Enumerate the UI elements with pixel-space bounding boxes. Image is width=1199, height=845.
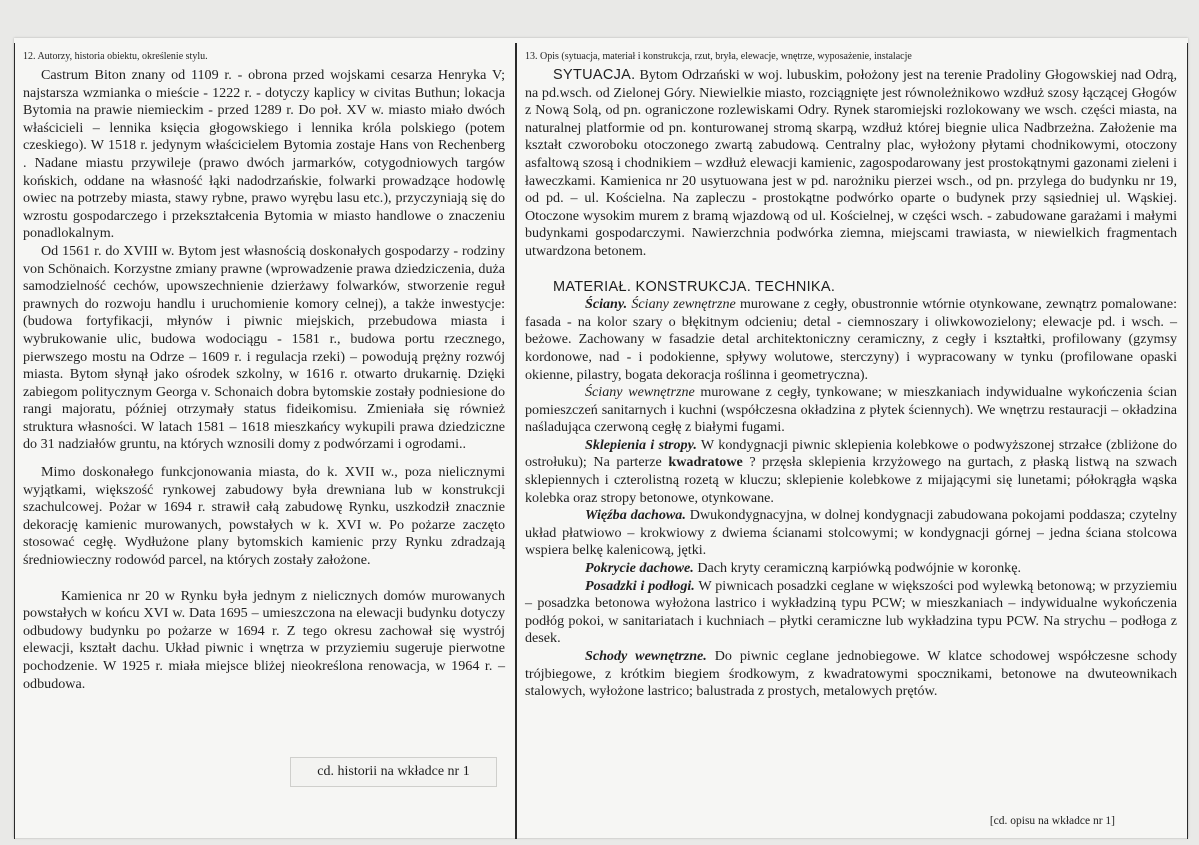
history-header: 12. Autorzy, historia obiektu, określenie stylu.: [23, 51, 208, 62]
material-heading-line: [525, 279, 1177, 297]
walls-int-label: Ściany wewnętrzne: [585, 384, 695, 401]
walls-paragraph: [525, 296, 1177, 384]
material-heading: MATERIAŁ. KONSTRUKCJA. TECHNIKA.: [553, 278, 836, 295]
vaults-text-b: ? przęsła sklepienia krzyżowego na gurtach, z płaską listwą na szwach sklepiennych i czterolistną rozetą w kluczu; sklepienie kolebkowe z mijającymi się lunetami; półokrągła wąska kolebka oraz stropy betonowe, otynkowane.: [525, 454, 1177, 506]
floors-label: Posadzki i podłogi.: [585, 577, 695, 594]
walls-ext-label: Ściany zewnętrzne: [631, 296, 736, 313]
stairs-paragraph: [525, 648, 1177, 701]
vaults-label: Sklepienia i stropy.: [585, 436, 697, 453]
roof-label: Pokrycie dachowe.: [585, 560, 694, 577]
floors-paragraph: [525, 578, 1177, 648]
history-paragraph: Kamienica nr 20 w Rynku była jednym z nielicznych domów murowanych powstałych w końcu XVI w. Data 1695 – umieszczona na elewacji budynku dotyczy odbudowy budynku po pożarze w 1694 r. Z tego okresu zachował się wystrój elewacji, kształt dachu. Układ piwnic i wnętrza w przyziemiu sugeruje pierwotne pochodzenie. W 1925 r. miała miejsce bliżej nieokreślona renowacja, w 1964 r. – odbudowa.: [23, 587, 505, 692]
description-column: [516, 43, 1188, 839]
walls-label: Ściany.: [585, 296, 628, 313]
stairs-label: Schody wewnętrzne.: [585, 648, 707, 664]
situation-paragraph: [525, 67, 1177, 261]
history-paragraph: Od 1561 r. do XVIII w. Bytom jest własnością doskonałych gospodarzy - rodziny von Schönaich. Korzystne zmiany prawne (wprowadzenie prawa dziedziczenia, duża samodzielność cechów, upowszechnienie dzierżawy folwarków, stworzenie reguł prawnych do rozwoju handlu i uruchomienie komory celnej), a także inwestycje: (budowa fortyfikacji, młynów i piwnic miejskich, przebudowa miasta i wybrukowanie ulic, budowa wodociągu - 1581 r., budowa portu rzecznego, pierwszego mostu na Odrze – 1609 r. i regulacja rzeki) – powodują prężny rozwój miasta. Bytom słynął jako ośrodek szkolny, w 1616 r. otwarto drukarnię. Dzięki zabiegom politycznym Georga v. Schonaich dobra bytomskie zostały podniesione do rangi majoratu, później otrzymały status fideikomisu. Zmieniała się również struktura własności. W latach 1581 – 1618 mieszkańcy wykupili prawa dziedziczne do 31 nadziałów gruntu, na których wznosili domy z podwórzami i ogrodami..: [23, 242, 505, 453]
history-body: [23, 67, 505, 693]
truss-text: Dwukondygnacyjna, w dolnej kondygnacji zabudowana pokojami poddasza; czytelny układ płatwiowo – krokwiowy z dwiema ścianami stolcowymi; w kondygnacji górnej – jedna ściana stolcowa wspiera belkę kalenicową, jętki.: [525, 507, 1177, 559]
vaults-paragraph: [525, 437, 1177, 507]
vaults-text-a: W kondygnacji piwnic sklepienia kolebkowe o podwyższonej strzałce (zbliżone do ostrołuku); Na parterze: [525, 436, 1178, 471]
situation-heading: SYTUACJA.: [553, 67, 636, 83]
walls-int-paragraph: [525, 384, 1177, 437]
roof-text: Dach kryty ceramiczną karpiówką podwójnie w koronkę.: [693, 560, 1021, 577]
situation-text: Bytom Odrzański w woj. lubuskim, położony jest na terenie Pradoliny Głogowskiej nad Odrą, na pd.wsch. od Zielonej Góry. Niewielkie miasto, rozciągnięte jest równoleżnikowo wzdłuż szosy łączącej Głogów z Nową Solą, od pn. ograniczone rozlewiskami Odry. Rynek staromiejski rozlokowany we wsch. części miasta, na naturalnej platformie od pn. konturowanej stromą skarpą, wzdłuż której biegnie ulica Nadbrzeżna. Założenie ma kształt czworoboku otoczonego zwartą zabudową. Centralny plac, wyłożony płytami chodnikowymi, otoczony asfaltową szosą i chodnikiem – wzdłuż elewacji kamienic, zagospodarowany jest prostokątnymi gazonami zieleni i ławeczkami. Kamienica nr 20 usytuowana jest w pd. narożniku pierzei wsch., od pn. przylega do budynku nr 19, od pd. – ul. Kościelna. Na zapleczu - prostokątne podwórko oparte o budynek przy sąsiedniej ul. Wąskiej. Otoczone wysokim murem z bramą wjazdową od ul. Kościelnej, w części wsch. - zabudowane garażami i małymi budynkami gospodarczymi. Nawierzchnia podwórka ziemna, miejscami trawiasta, w niewielkich fragmentach utwardzona betonem.: [525, 67, 1177, 259]
stairs-text: Do piwnic ceglane jednobiegowe. W klatce schodowej współczesne schody trójbiegowe, z krótkim biegiem środkowym, z kwadratowymi spocznikami, betonowe na dwuteownikach stalowych, wyłożone lastrico; balustrada z prostych, metalowych prętów.: [525, 648, 1177, 700]
truss-paragraph: [525, 507, 1177, 560]
truss-label: Więźba dachowa.: [585, 507, 686, 524]
history-paragraph: Castrum Biton znany od 1109 r. - obrona przed wojskami cesarza Henryka V; najstarsza wzmianka o mieście - 1222 r. - dotyczy kaplicy w civitas Buthun; lokacja Bytomia na prawie niemieckim - przed 1289 r. Do poł. XV w. miasto miało dwóch właścicieli – lennika księcia głogowskiego i lennika króla polskiego (potem czeskiego). W 1518 r. jedynym właścicielem Bytomia zostaje Hans von Rechenberg . Nadane miastu przywileje (prawo dwóch jarmarków, cotygodniowych targów końskich, oddane na własność łąki nadodrzańskie, folwarki prowadzące hodowlę owiec na potrzeby miasta, stawy rybne, prawo wyrębu lasu etc.), przyczyniają się do wzrostu gospodarczego i przekształcenia Bytomia w miasto handlowe o znaczeniu ponadlokalnym.: [23, 67, 505, 242]
roof-paragraph: [525, 560, 1177, 578]
floors-text: W piwnicach posadzki ceglane w większości pod wylewką betonową; w przyziemiu – posadzka betonowa wyłożona lastrico i wykładziną typu PCW; w mieszkaniach – indywidualne wykończenia podłóg pokoi, w sanitariatach i kuchniach – płytki ceramiczne lub wykładzina typu PCW. Na strychu – podłoga z desek.: [525, 577, 1177, 647]
history-paragraph: Mimo doskonałego funkcjonowania miasta, do k. XVII w., poza nielicznymi wyjątkami, większość rynkowej zabudowy była drewniana lub w konstrukcji szachulcowej. Pożar w 1694 r. strawił całą zabudowę Rynku, uszkodził znacznie dekorację kamienic murowanych, powstałych w k. XVI w. Po pożarze zaczęto stosować cegłę. Wydłużone plany bytomskich kamienic przy Rynku zdradzają średniowieczny rodowód parcel, na których zostały założone.: [23, 464, 505, 569]
walls-int-text: murowane z cegły, tynkowane; w mieszkaniach indywidualne wykończenia ścian pomieszczeń sanitarnych i kuchni (współczesna okładzina z płytek ściennych). We wnętrzu restauracji – okładzina naśladująca czerwoną cegłę z białymi fugami.: [525, 384, 1177, 436]
description-body: [525, 67, 1177, 701]
description-header: 13. Opis (sytuacja, materiał i konstrukcja, rzut, bryła, elewacje, wnętrze, wyposażenie, instalacje: [525, 51, 912, 62]
description-continuation-note: [cd. opisu na wkładce nr 1]: [989, 815, 1115, 827]
vaults-bold: kwadratowe: [668, 454, 743, 471]
walls-ext-text: murowane z cegły, obustronnie wtórnie otynkowane, zewnątrz pomalowane: fasada - na kolor szary o błękitnym odcieniu; detal - ciemnoszary i oliwkowozielony; elewacje pd. i wsch. – beżowe. Zachowany w fasadzie detal architektoniczny ceramiczny, z cegły i kształtki, profilowany (gzymsy kordonowe, nad - i podokienne, spływy wolutowe, sterczyny) i wypracowany w tynku (profilowane opaski okienne, pilastry, bogata dekoracja roślinna i geometryczna).: [525, 296, 1177, 383]
history-continuation-note: cd. historii na wkładce nr 1: [290, 757, 497, 787]
history-column: [14, 43, 516, 839]
